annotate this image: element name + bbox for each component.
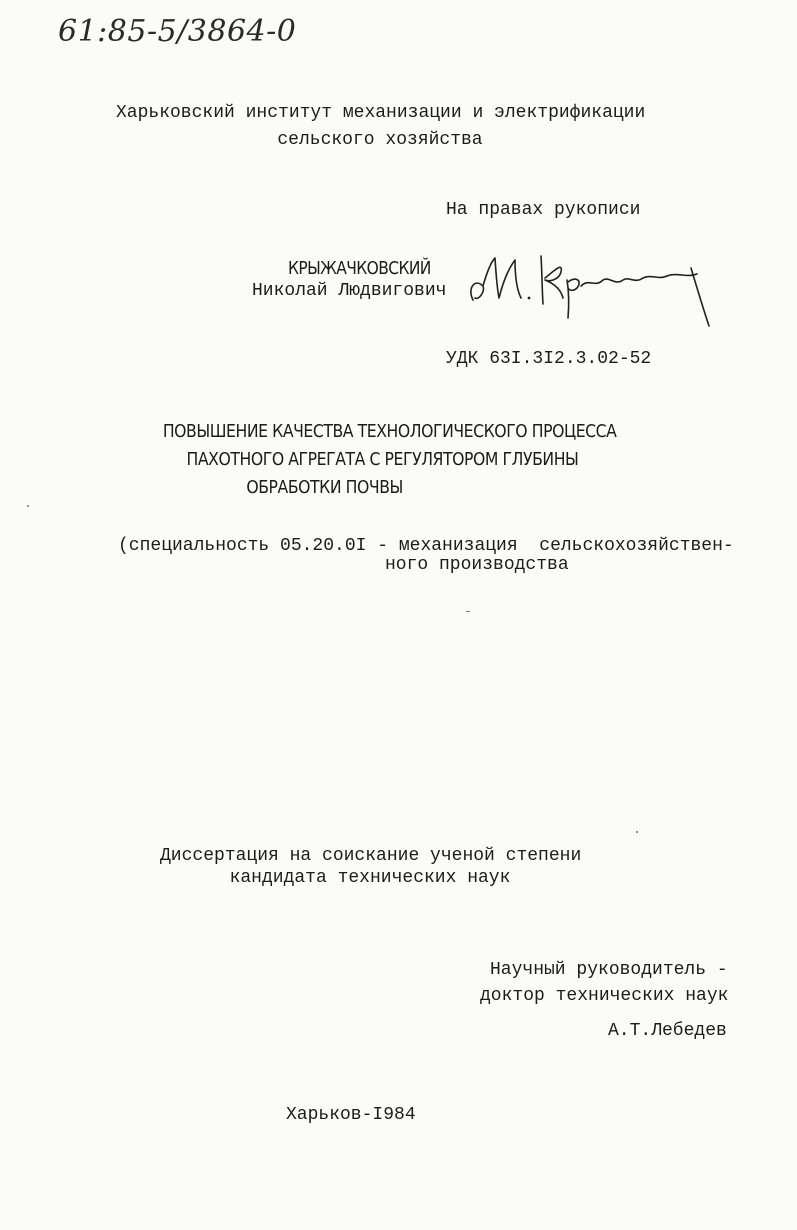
thesis-line-1: Диссертация на соискание ученой степени <box>160 846 582 866</box>
paper-speck <box>636 831 638 833</box>
archive-number: 61:85-5/3864-0 <box>58 14 297 49</box>
supervisor-role: Научный руководитель - <box>490 960 728 980</box>
udk-code: УДК 63I.3I2.3.02-52 <box>446 349 652 369</box>
title-line-1: ПОВЫШЕНИЕ КАЧЕСТВА ТЕХНОЛОГИЧЕСКОГО ПРОЦЕССА <box>162 421 617 442</box>
place-and-year: Харьков-I984 <box>286 1105 416 1125</box>
paper-speck <box>466 611 470 612</box>
author-name: Николай Людвигович <box>252 281 447 301</box>
title-line-2: ПАХОТНОГО АГРЕГАТА С РЕГУЛЯТОРОМ ГЛУБИНЫ <box>186 449 579 470</box>
paper-speck <box>27 505 29 507</box>
author-signature <box>465 248 715 333</box>
institute-line-1: Харьковский институт механизации и электрификации <box>116 103 646 123</box>
title-line-3: ОБРАБОТКИ ПОЧВЫ <box>246 477 403 498</box>
supervisor-name: А.Т.Лебедев <box>608 1021 727 1041</box>
dissertation-title <box>130 418 635 502</box>
supervisor-degree: доктор технических наук <box>480 986 729 1006</box>
specialty-line-1: (специальность 05.20.0I - механизация сельскохозяйствен- <box>118 536 734 556</box>
manuscript-note: На правах рукописи <box>446 200 641 220</box>
specialty-line-2: ного производства <box>385 555 569 575</box>
institute-name <box>116 100 644 154</box>
author-surname: КРЫЖАЧКОВСКИЙ <box>288 258 431 279</box>
thesis-description <box>160 845 580 889</box>
institute-line-2: сельского хозяйства <box>277 130 483 150</box>
thesis-line-2: кандидата технических наук <box>229 868 511 888</box>
